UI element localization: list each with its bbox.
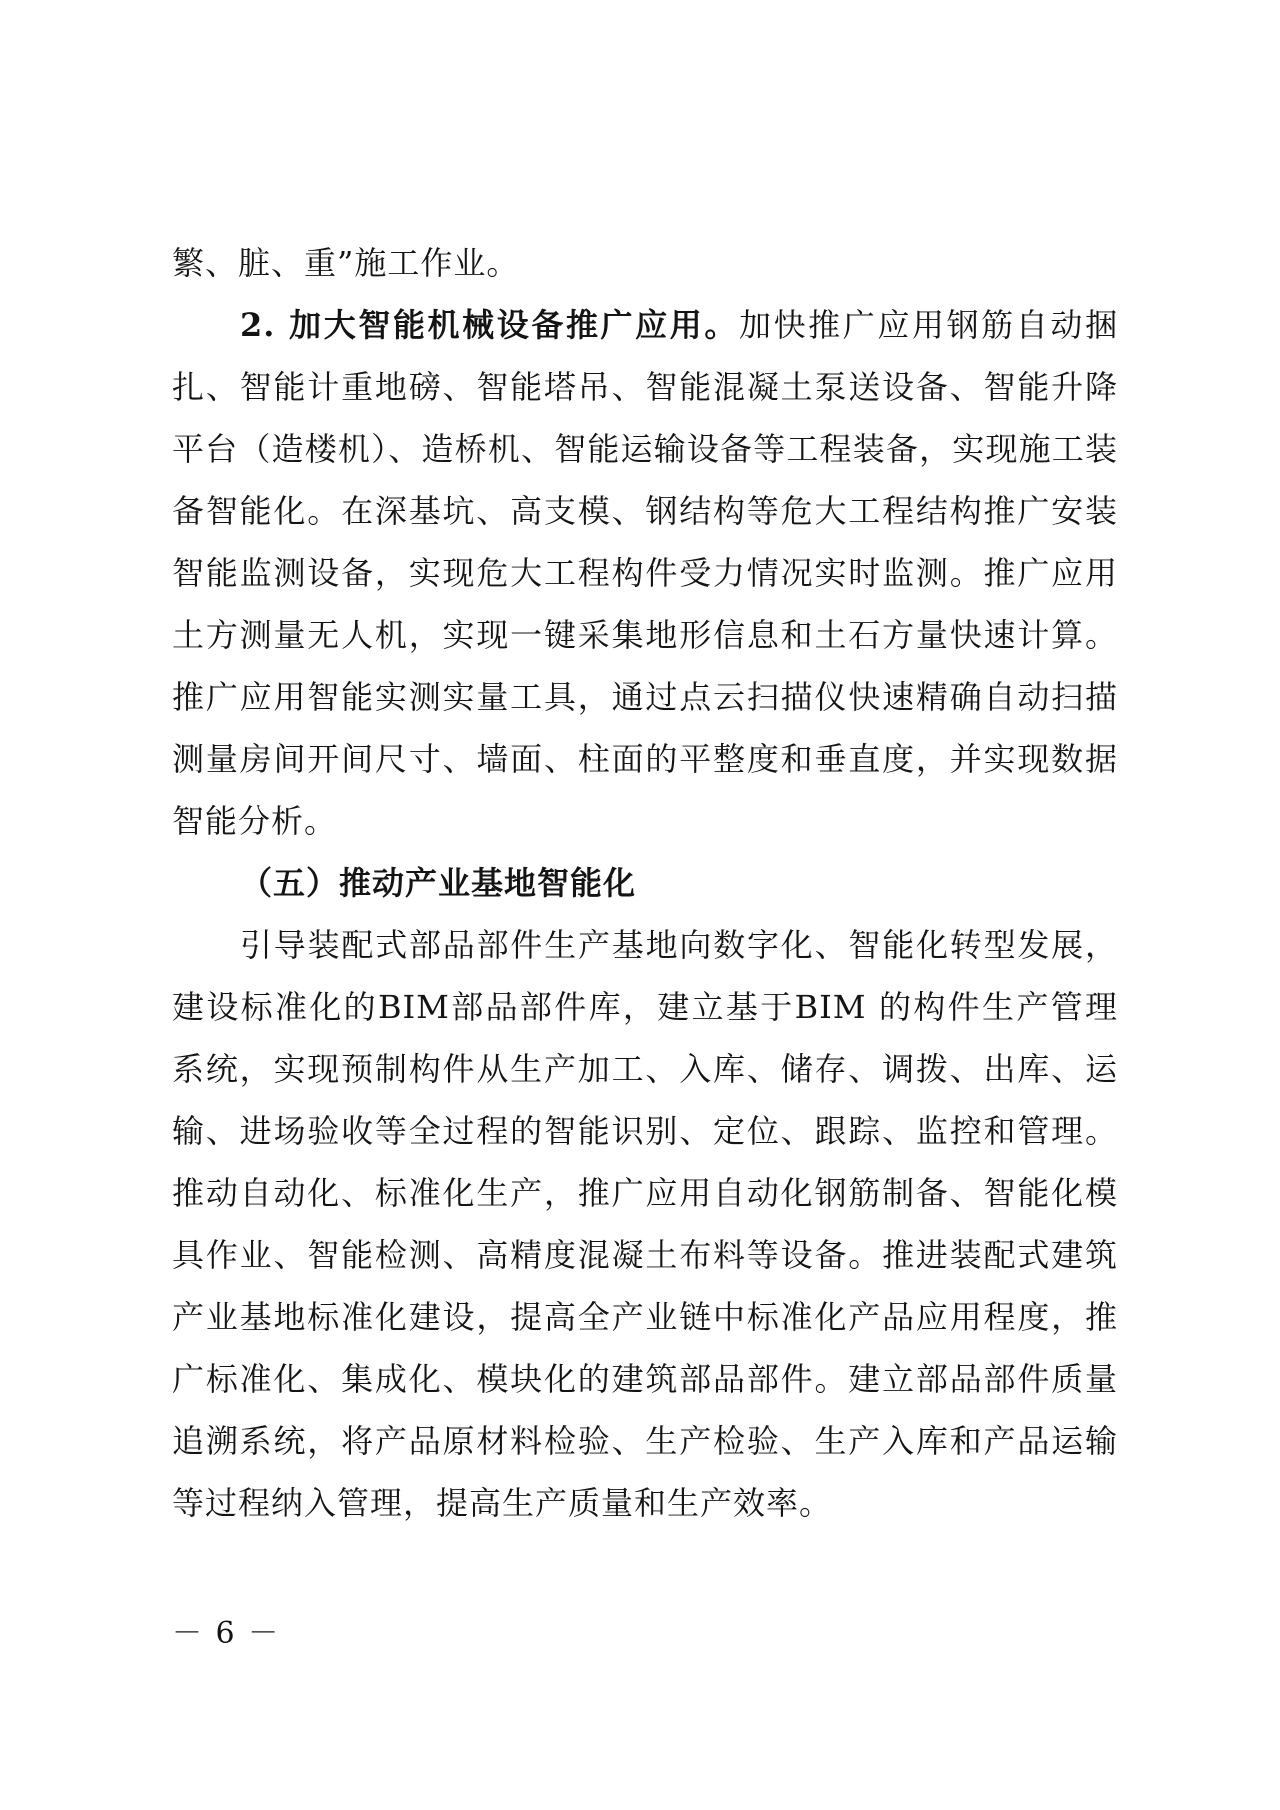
- item-2-body: 加快推广应用钢筋自动捆扎、智能计重地磅、智能塔吊、智能混凝土泵送设备、智能升降平台（造楼机）、造桥机、智能运输设备等工程装备，实现施工装备智能化。在深基坑、高支模、钢结构等危大工程结构推广安装智能监测设备，实现危大工程构件受力情况实时监测。推广应用土方测量无人机，实现一键采集地形信息和土石方量快速计算。推广应用智能实测实量工具，通过点云扫描仪快速精确自动扫描测量房间开间尺寸、墙面、柱面的平整度和垂直度，并实现数据智能分析。: [172, 306, 1118, 840]
- page-number: － 6 －: [172, 1616, 281, 1651]
- section-5-paragraph: [172, 914, 1118, 1534]
- section-5-heading-text: （五）推动产业基地智能化: [240, 864, 637, 902]
- section-5-body: 引导装配式部品部件生产基地向数字化、智能化转型发展，建设标准化的BIM部品部件库，建立基于BIM 的构件生产管理系统，实现预制构件从生产加工、入库、储存、调拨、出库、运输、进场验收等全过程的智能识别、定位、跟踪、监控和管理。推动自动化、标准化生产，推广应用自动化钢筋制备、智能化模具作业、智能检测、高精度混凝土布料等设备。推进装配式建筑产业基地标准化建设，提高全产业链中标准化产品应用程度，推广标准化、集成化、模块化的建筑部品部件。建立部品部件质量追溯系统，将产品原材料检验、生产检验、生产入库和产品运输等过程纳入管理，提高生产质量和生产效率。: [172, 926, 1118, 1522]
- continuation-paragraph: [172, 232, 1118, 294]
- section-5-heading: [172, 852, 1118, 914]
- document-body: [172, 232, 1118, 1534]
- item-2-title: 2. 加大智能机械设备推广应用。: [240, 306, 739, 344]
- item-2-paragraph: [172, 294, 1118, 852]
- continuation-text: 繁、脏、重”施工作业。: [172, 244, 520, 282]
